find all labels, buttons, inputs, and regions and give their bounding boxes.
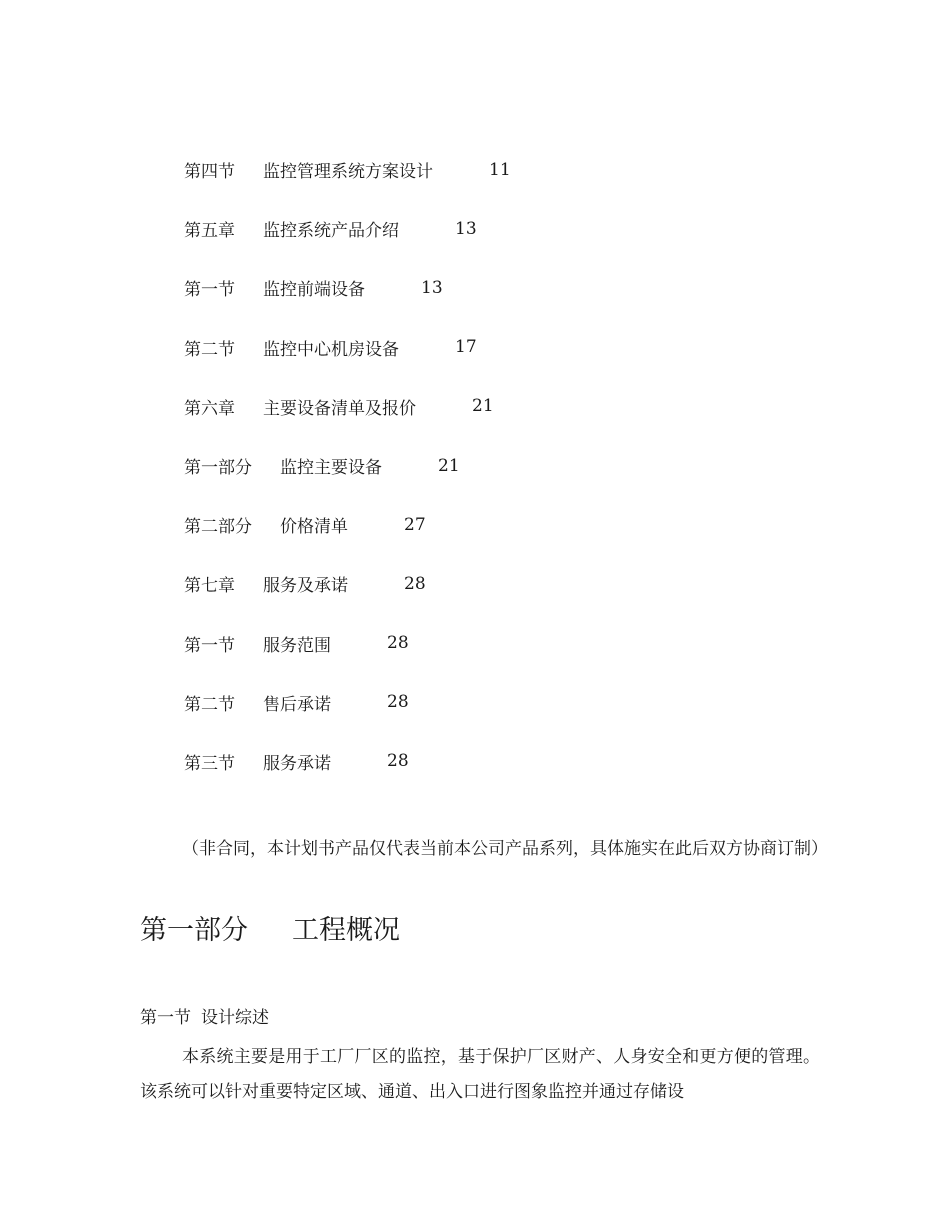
toc-entry-page: 21 <box>472 396 494 417</box>
disclaimer-note: （非合同，本计划书产品仅代表当前本公司产品系列，具体施实在此后双方协商订制） <box>182 839 828 859</box>
toc-entry-title: 监控中心机房设备 <box>263 339 399 360</box>
toc-entry-title: 售后承诺 <box>263 694 331 715</box>
toc-entry-page: 17 <box>455 337 477 358</box>
toc-entry-page: 27 <box>404 514 426 535</box>
toc-entry-label: 第四节 <box>184 162 235 183</box>
toc-entry-label: 第二部分 <box>184 517 252 538</box>
table-of-contents <box>184 140 824 791</box>
section-heading-label: 第一节 <box>140 1008 191 1028</box>
toc-entry-title: 监控系统产品介绍 <box>263 221 399 242</box>
toc-entry-title: 监控前端设备 <box>263 280 365 301</box>
toc-entry[interactable] <box>184 377 824 436</box>
toc-entry-label: 第五章 <box>184 221 235 242</box>
toc-entry[interactable] <box>184 140 824 199</box>
toc-entry-title: 价格清单 <box>280 517 348 538</box>
toc-entry[interactable] <box>184 495 824 554</box>
toc-entry-page: 28 <box>387 751 409 772</box>
toc-entry-page: 28 <box>387 692 409 713</box>
toc-entry-title: 监控主要设备 <box>280 458 382 479</box>
toc-entry-label: 第二节 <box>184 694 235 715</box>
toc-entry-label: 第一节 <box>184 635 235 656</box>
toc-entry-label: 第一节 <box>184 280 235 301</box>
toc-entry-page: 28 <box>404 573 426 594</box>
toc-entry-label: 第六章 <box>184 398 235 419</box>
section-heading <box>140 1003 269 1028</box>
toc-entry-title: 服务承诺 <box>263 753 331 774</box>
section-heading-title: 设计综述 <box>201 1008 269 1028</box>
part-heading-title: 工程概况 <box>292 915 400 946</box>
toc-entry-label: 第七章 <box>184 576 235 597</box>
toc-entry-page: 13 <box>455 218 477 239</box>
toc-entry[interactable] <box>184 436 824 495</box>
toc-entry-page: 28 <box>387 633 409 654</box>
toc-entry-label: 第三节 <box>184 753 235 774</box>
toc-entry-page: 21 <box>438 455 460 476</box>
toc-entry-title: 服务范围 <box>263 635 331 656</box>
toc-entry-page: 11 <box>489 159 511 180</box>
toc-entry[interactable] <box>184 318 824 377</box>
part-heading-label: 第一部分 <box>140 915 248 946</box>
part-heading <box>140 908 400 947</box>
toc-entry[interactable] <box>184 732 824 791</box>
toc-entry-label: 第二节 <box>184 339 235 360</box>
toc-entry[interactable] <box>184 554 824 613</box>
toc-entry[interactable] <box>184 614 824 673</box>
toc-entry-title: 主要设备清单及报价 <box>263 398 416 419</box>
body-paragraph: 本系统主要是用于工厂厂区的监控，基于保护厂区财产、人身安全和更方便的管理。该系统可以针对重要特定区域、通道、出入口进行图象监控并通过存储设 <box>140 1047 820 1102</box>
toc-entry-title: 服务及承诺 <box>263 576 348 597</box>
toc-entry[interactable] <box>184 258 824 317</box>
toc-entry[interactable] <box>184 199 824 258</box>
toc-entry-label: 第一部分 <box>184 458 252 479</box>
toc-entry-title: 监控管理系统方案设计 <box>263 162 433 183</box>
toc-entry[interactable] <box>184 673 824 732</box>
toc-entry-page: 13 <box>421 277 443 298</box>
